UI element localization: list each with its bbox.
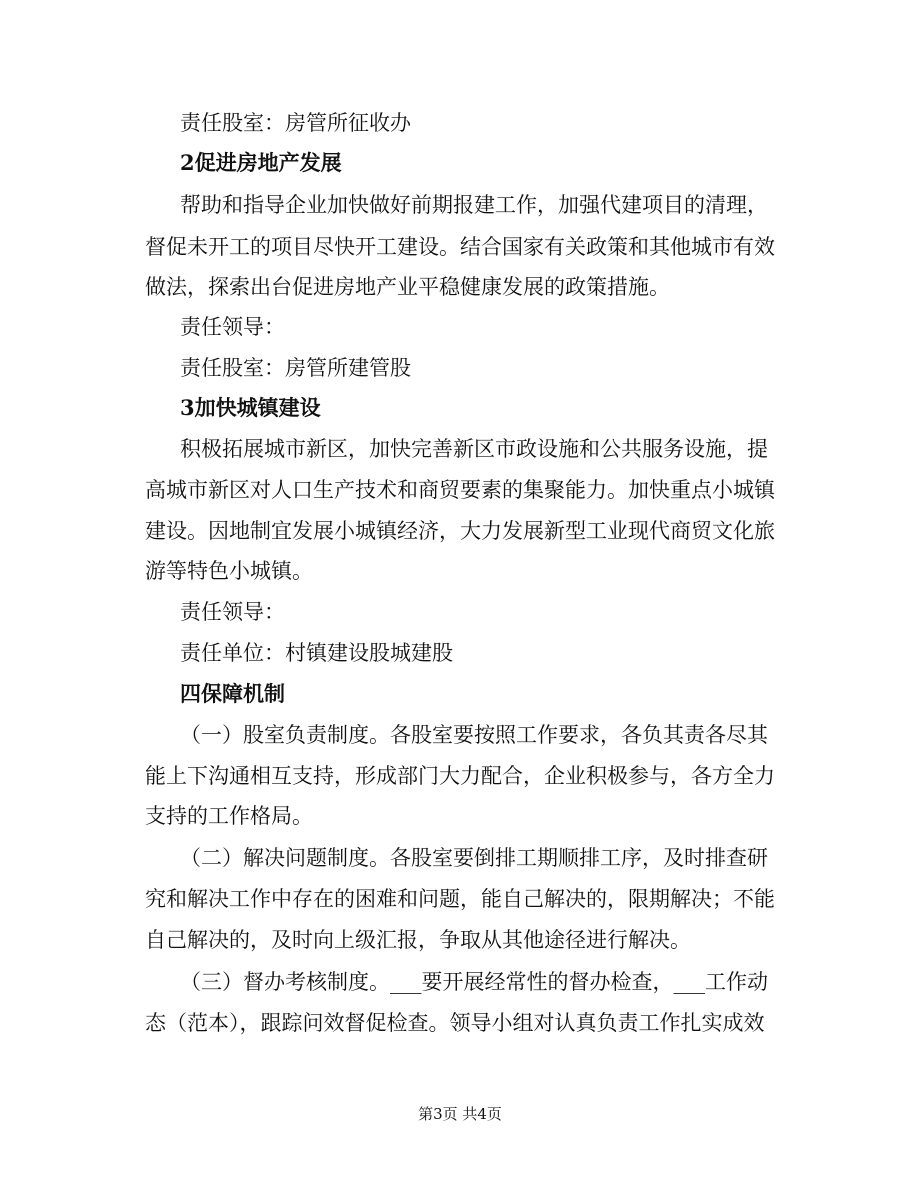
- text-line: 态（范本），跟踪问效督促检查。领导小组对认真负责工作扎实成效: [145, 1011, 765, 1035]
- text-line: 支持的工作格局。: [145, 804, 313, 828]
- text-line: 帮助和指导企业加快做好前期报建工作，加强代建项目的清理，: [180, 193, 768, 217]
- text-line: 责任股室：房管所征收办: [180, 111, 411, 135]
- page-number: 第3页 共4页: [418, 1105, 502, 1123]
- text-line: 做法，探索出台促进房地产业平稳健康发展的政策措施。: [145, 275, 670, 299]
- text-line: 责任领导：: [180, 600, 285, 624]
- text-line: 建设。因地制宜发展小城镇经济，大力发展新型工业现代商贸文化旅: [145, 519, 775, 543]
- text-line: 自己解决的，及时向上级汇报，争取从其他途径进行解决。: [145, 928, 691, 952]
- text-line: 责任股室：房管所建管股: [180, 356, 411, 380]
- text-line: 究和解决工作中存在的困难和问题，能自己解决的，限期解决；不能: [145, 887, 775, 911]
- section-heading: 2促进房地产发展: [180, 150, 342, 175]
- text-line: 责任领导：: [180, 315, 285, 339]
- section-heading: 3加快城镇建设: [180, 395, 321, 420]
- text-line: （一）股室负责制度。各股室要按照工作要求，各负其责各尽其: [180, 723, 768, 747]
- text-line: （三）督办考核制度。___要开展经常性的督办检查，___工作动: [180, 970, 768, 994]
- text-line: 责任单位：村镇建设股城建股: [180, 641, 453, 665]
- section-heading: 四保障机制: [180, 681, 285, 706]
- text-line: 游等特色小城镇。: [145, 559, 313, 583]
- text-line: （二）解决问题制度。各股室要倒排工期顺排工序，及时排查研: [180, 846, 768, 870]
- text-line: 积极拓展城市新区，加快完善新区市政设施和公共服务设施，提: [180, 437, 768, 461]
- text-line: 督促未开工的项目尽快开工建设。结合国家有关政策和其他城市有效: [145, 235, 775, 259]
- text-line: 能上下沟通相互支持，形成部门大力配合，企业积极参与，各方全力: [145, 764, 775, 788]
- text-line: 高城市新区对人口生产技术和商贸要素的集聚能力。加快重点小城镇: [145, 478, 775, 502]
